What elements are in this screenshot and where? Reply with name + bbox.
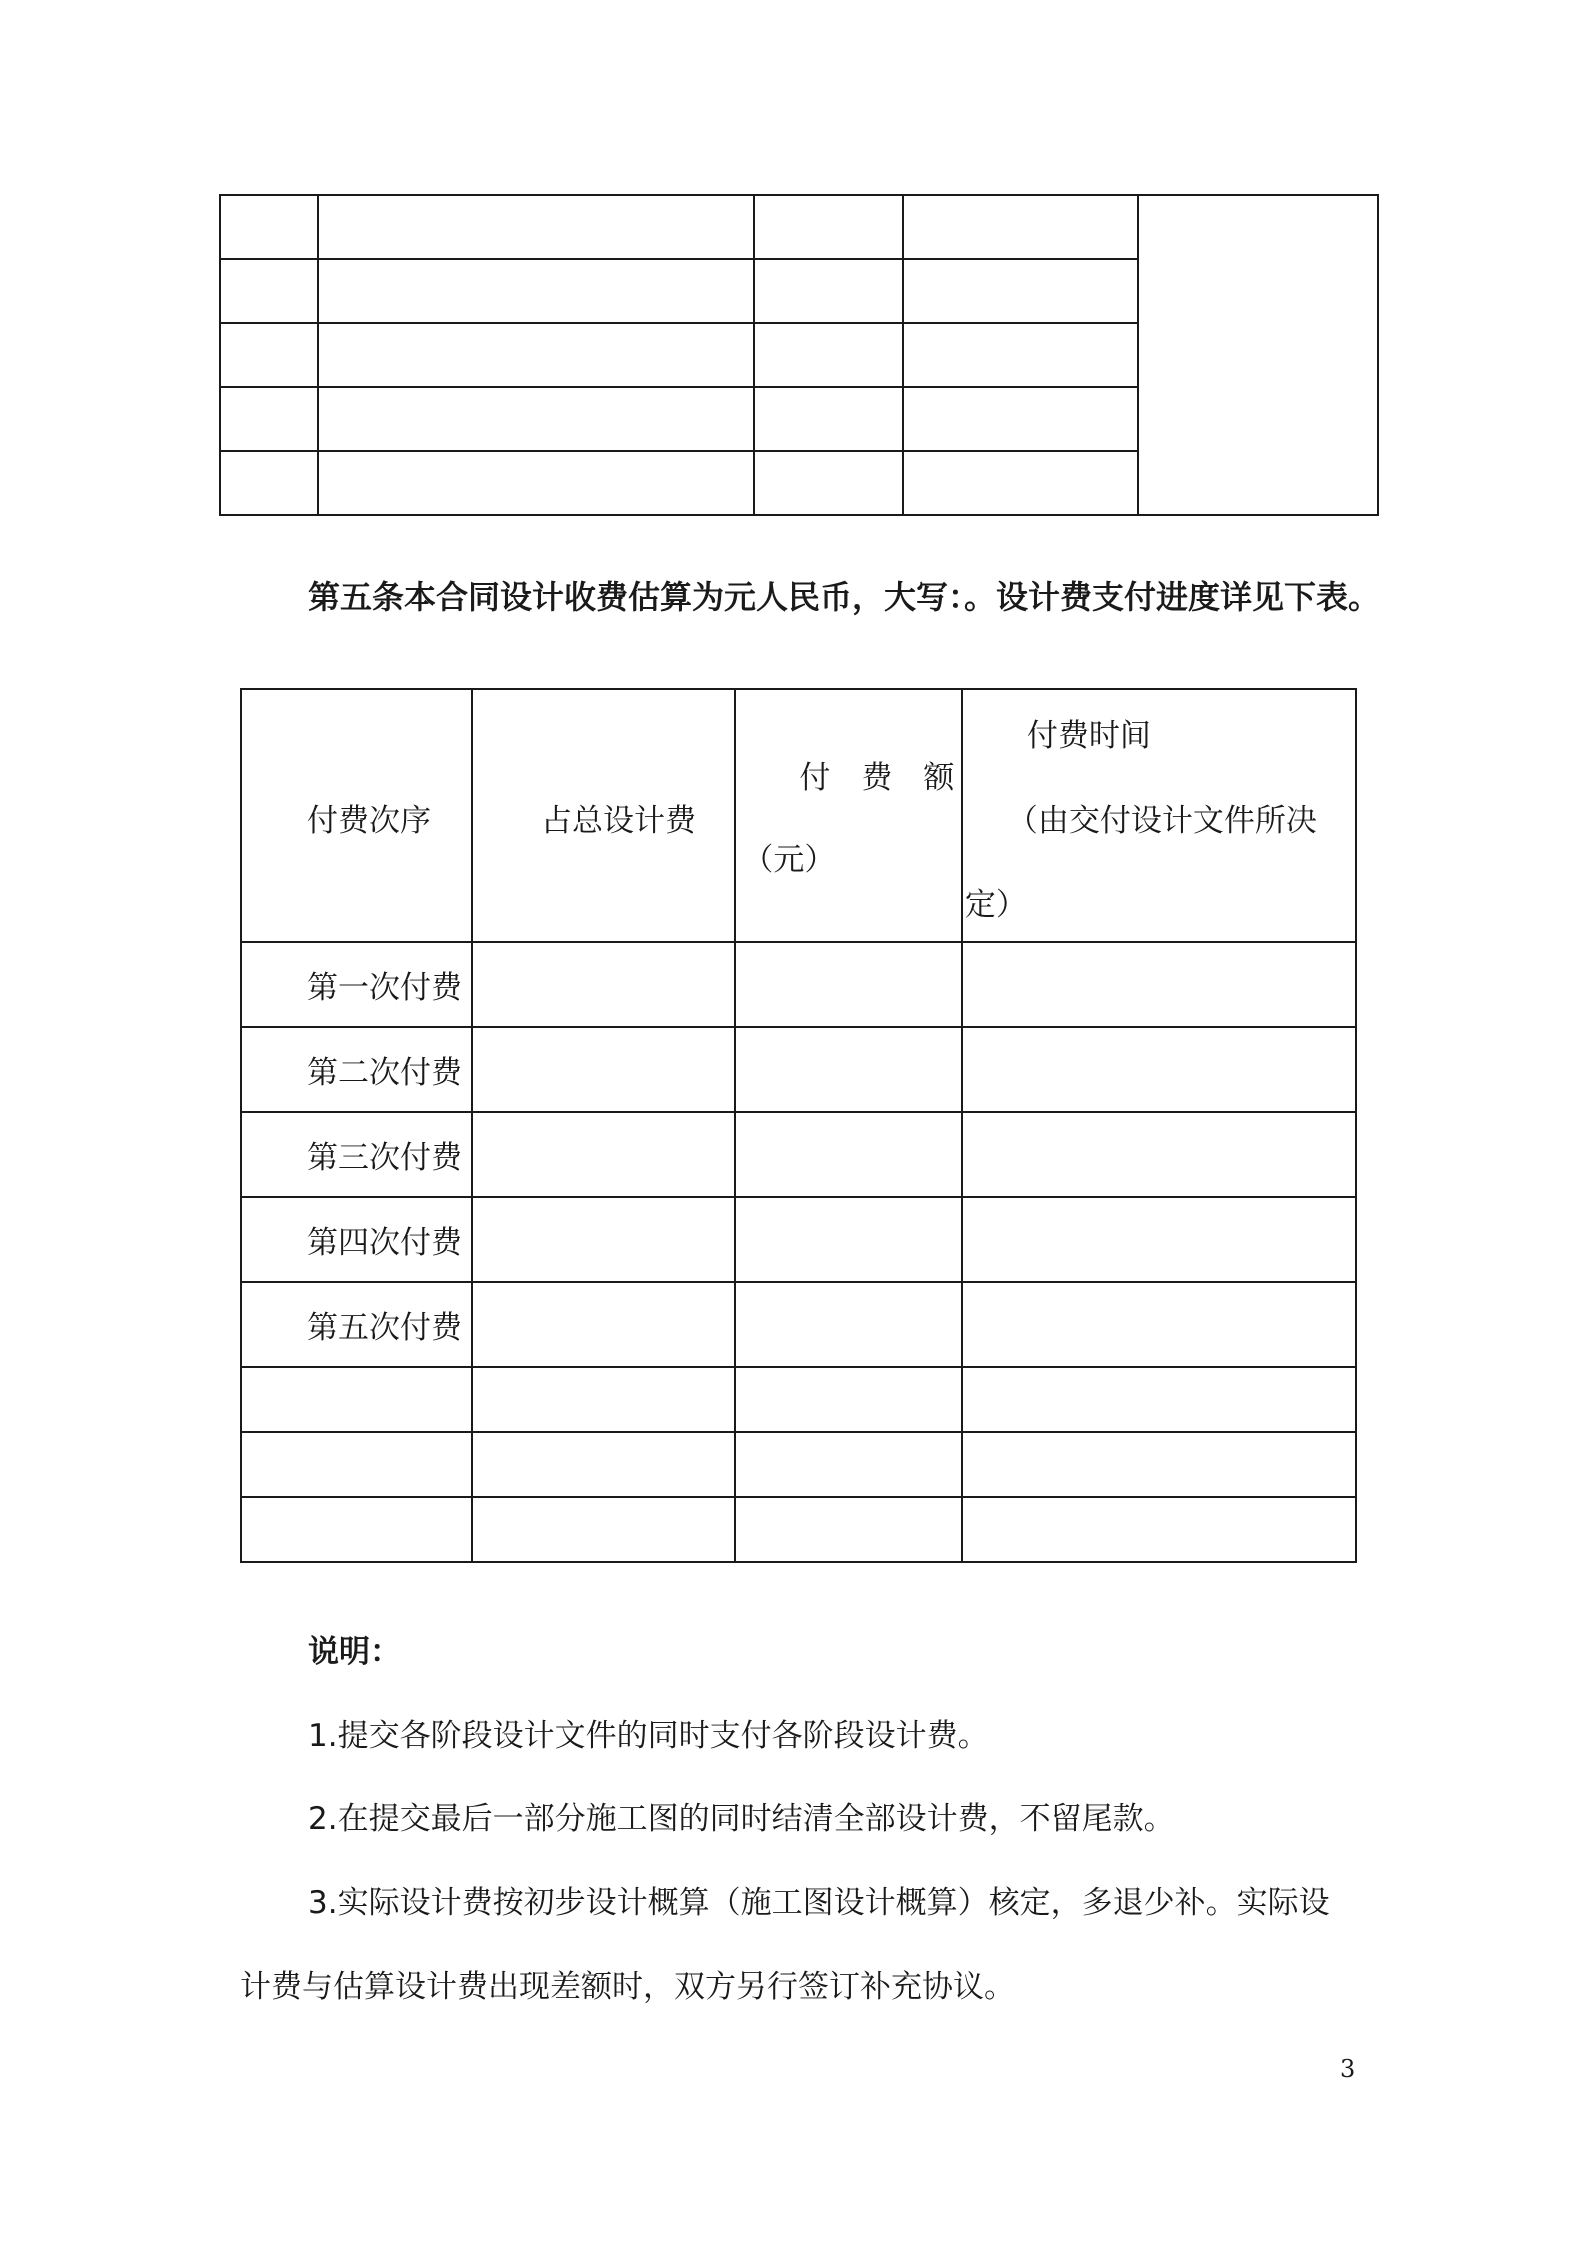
- table-cell: [241, 1112, 472, 1197]
- table-cell: [241, 1197, 472, 1282]
- table-cell: [472, 1432, 735, 1497]
- table-cell: [241, 1432, 472, 1497]
- payment-sequence-label: 第三次付费: [307, 1140, 462, 1176]
- header-time-line3: 定）: [964, 887, 1027, 923]
- header-cell-sequence: [241, 689, 472, 942]
- table-row: [241, 1112, 1356, 1197]
- table-cell: [735, 1112, 961, 1197]
- table-cell: [318, 259, 754, 323]
- notes-title: 说明：: [308, 1634, 401, 1670]
- table-cell: [962, 1497, 1356, 1562]
- table-cell: [318, 195, 754, 259]
- header-time-line1: 付费时间: [1026, 718, 1151, 754]
- table-cell: [735, 1497, 961, 1562]
- table-cell: [241, 1282, 472, 1367]
- table-cell: [754, 195, 903, 259]
- payment-sequence-label: 第四次付费: [307, 1225, 462, 1261]
- table-cell: [735, 1197, 961, 1282]
- header-amount-line1: 付 费 额: [799, 760, 955, 796]
- table-cell: [220, 259, 318, 323]
- table-cell: [735, 1367, 961, 1432]
- table-cell: [318, 451, 754, 515]
- table-cell: [318, 323, 754, 387]
- table-cell: [472, 1367, 735, 1432]
- continuation-table: [219, 194, 1379, 516]
- table-cell: [735, 1027, 961, 1112]
- table-cell: [241, 1497, 472, 1562]
- table-cell: [472, 1027, 735, 1112]
- table-cell: [903, 387, 1138, 451]
- table-cell: [754, 451, 903, 515]
- table-row: [220, 195, 1378, 259]
- header-sequence-label: 付费次序: [307, 803, 431, 839]
- table-cell: [735, 1432, 961, 1497]
- header-cell-share: [472, 689, 735, 942]
- table-cell: [241, 1027, 472, 1112]
- table-cell: [241, 942, 472, 1027]
- table-row: [241, 1432, 1356, 1497]
- table-cell: [962, 1112, 1356, 1197]
- payment-sequence-label: 第二次付费: [307, 1055, 462, 1091]
- page-number: 3: [1340, 2055, 1356, 2083]
- note-item-3-continued: 计费与估算设计费出现差额时，双方另行签订补充协议。: [240, 1969, 1015, 2005]
- table-cell: [472, 1282, 735, 1367]
- table-cell: [754, 387, 903, 451]
- header-cell-amount: [735, 689, 961, 942]
- table-cell: [962, 1027, 1356, 1112]
- table-row: [241, 1282, 1356, 1367]
- table-cell: [962, 1282, 1356, 1367]
- table-cell: [735, 1282, 961, 1367]
- table-cell: [472, 1197, 735, 1282]
- table-cell: [220, 195, 318, 259]
- table-row: [241, 1197, 1356, 1282]
- note-item-1: 1.提交各阶段设计文件的同时支付各阶段设计费。: [308, 1718, 989, 1754]
- table-cell: [472, 1112, 735, 1197]
- table-cell-merged: [1138, 195, 1378, 515]
- table-row: [241, 1367, 1356, 1432]
- header-share-label: 占总设计费: [540, 803, 696, 839]
- table-cell: [735, 942, 961, 1027]
- header-amount-line2: （元）: [742, 842, 836, 878]
- table-cell: [241, 1367, 472, 1432]
- table-cell: [903, 259, 1138, 323]
- header-cell-time: [962, 689, 1356, 942]
- table-cell: [903, 451, 1138, 515]
- table-cell: [472, 942, 735, 1027]
- table-row: [241, 1027, 1356, 1112]
- table-cell: [220, 387, 318, 451]
- table-cell: [962, 1367, 1356, 1432]
- payment-sequence-label: 第五次付费: [307, 1310, 462, 1346]
- table-row: [241, 1497, 1356, 1562]
- table-row: [241, 942, 1356, 1027]
- table-cell: [220, 323, 318, 387]
- table-cell: [903, 323, 1138, 387]
- table-header-row: [241, 689, 1356, 942]
- payment-schedule-table: [240, 688, 1357, 1563]
- table-cell: [962, 1197, 1356, 1282]
- table-cell: [962, 1432, 1356, 1497]
- table-cell: [472, 1497, 735, 1562]
- table-cell: [754, 259, 903, 323]
- article-5-paragraph: 第五条本合同设计收费估算为元人民币，大写：。设计费支付进度详见下表。: [308, 578, 1381, 616]
- table-cell: [220, 451, 318, 515]
- table-cell: [903, 195, 1138, 259]
- header-time-line2: （由交付设计文件所决: [1006, 803, 1317, 839]
- table-cell: [962, 942, 1356, 1027]
- note-item-3: 3.实际设计费按初步设计概算（施工图设计概算）核定，多退少补。实际设: [308, 1885, 1330, 1921]
- table-cell: [318, 387, 754, 451]
- table-cell: [754, 323, 903, 387]
- note-item-2: 2.在提交最后一部分施工图的同时结清全部设计费，不留尾款。: [308, 1801, 1175, 1837]
- payment-sequence-label: 第一次付费: [307, 970, 462, 1006]
